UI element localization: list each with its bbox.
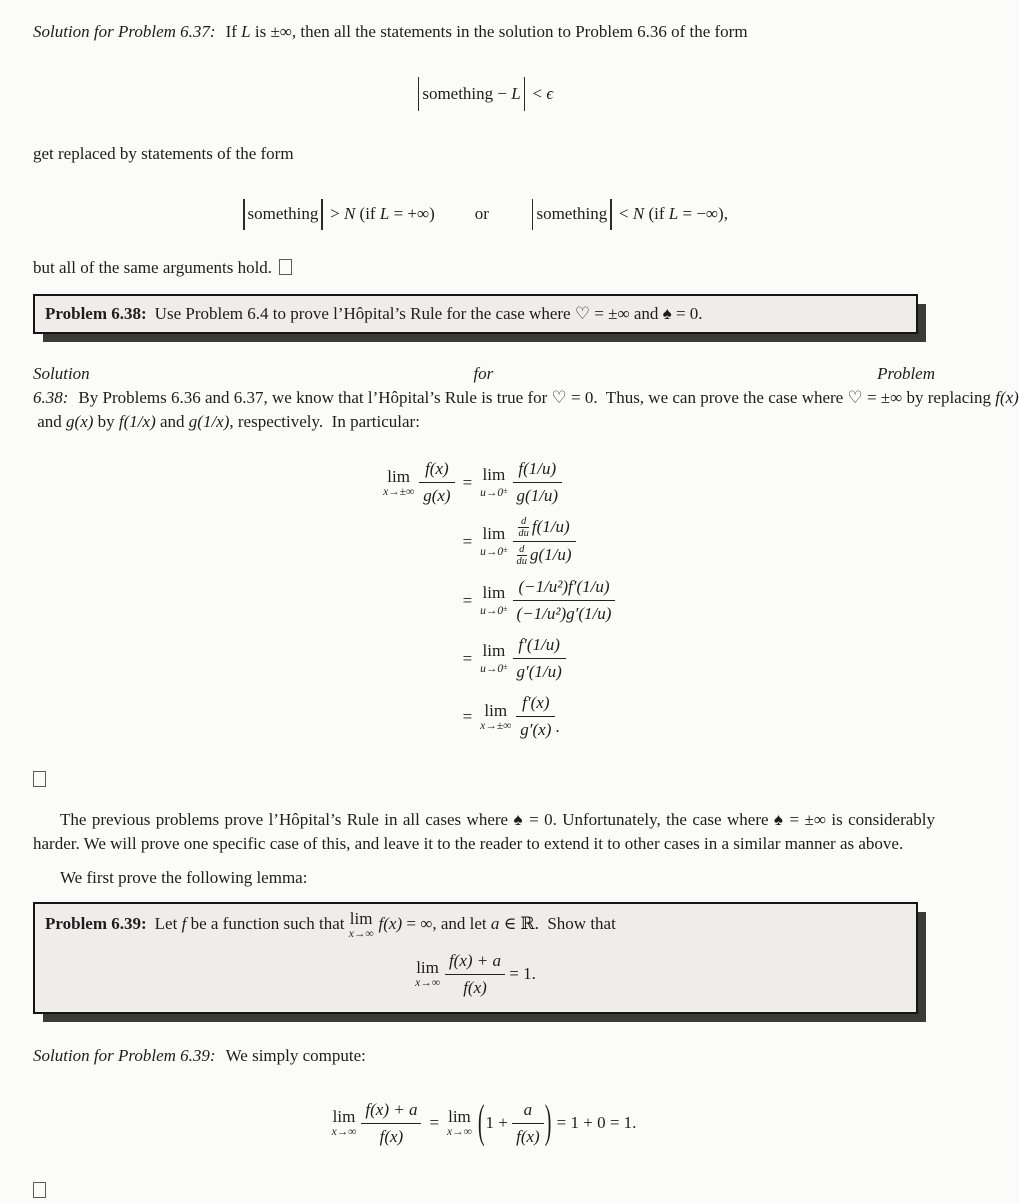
limit-operator [480,466,507,499]
math-var-L: L [241,22,251,41]
denominator [513,541,576,567]
relation: < [614,204,633,223]
lim-word: lim [482,583,506,603]
relation: < [528,84,547,103]
solution-639-label: Solution for Problem 6.39: [33,1046,216,1066]
replace-paragraph: get replaced by statements of the form [33,144,294,163]
derivative-operator [517,545,528,567]
lim-word: lim [482,524,506,544]
solution-638-label: Solution for Problem 6.38: [33,364,935,407]
limit-operator [480,525,507,558]
derivative-operator [518,517,529,539]
text-run: ∈ ℝ. Show that [499,914,616,934]
denominator: g(1/u) [513,482,563,507]
numerator: f(1/u) [518,459,557,478]
text-run: by [93,412,119,431]
fraction [516,692,555,741]
math-f1x: f(1/x) [118,412,156,431]
qed-line [33,771,935,792]
d-denominator: du [516,556,528,568]
lim-subscript: x→±∞ [383,485,415,498]
problem-638-text: Use Problem 6.4 to prove l’Hôpital’s Rule for the case where ♡ = ±∞ and ♠ = 0. [154,304,703,323]
fraction [419,458,454,507]
equation-rhs: = 1 + 0 = 1. [552,1113,637,1133]
denominator: f(x) [445,974,505,999]
vertical-bar-icon [532,199,534,230]
qed-square-icon [279,259,292,275]
close-paren: ) [544,1096,552,1148]
lim-word: lim [482,641,506,661]
equation-epsilon [33,72,935,116]
lim-word: lim [349,909,373,929]
math-var-f: f [181,914,187,934]
lim-word: lim [416,958,439,978]
text-run: If [225,22,242,41]
limit-operator [332,1108,357,1138]
text-run: (if [355,204,380,223]
qed-square-icon [33,1182,46,1198]
solution-637-label: Solution for Problem 6.37: [33,22,216,41]
problem-639-statement [45,910,906,940]
denominator: (−1/u²)g′(1/u) [513,600,616,625]
denominator: g′(1/u) [513,658,566,683]
equals-sign: = [462,472,473,492]
arguments-hold-paragraph [33,256,935,280]
lim-sub-text: u→0 [480,546,504,559]
previous-problems-paragraph: The previous problems prove l’Hôpital’s Rule in all cases where ♠ = 0. Unfortunately, the case where ♠ = ±∞ is considerably harder. We will prove one specific case of this, and leave it to the reader to extend it to other cases in a similar manner as above. [33,810,935,854]
text-run: = ∞, and let [402,914,491,934]
text-run: , respectively. In particular: [229,412,420,431]
fraction [445,950,505,999]
problem-638-box [33,294,918,334]
operand: f(1/u) [531,517,570,536]
limit-operator [480,702,511,732]
problem-638-label: Problem 6.38: [45,304,147,323]
denominator: f(x) [512,1123,544,1148]
math-var-N: N [632,204,645,223]
lemma-intro-paragraph: We first prove the following lemma: [60,868,308,888]
limit-operator [383,468,414,498]
lim-sub-sup: ± [503,604,508,614]
equals-sign: = [429,1113,440,1133]
chain-row-3 [353,576,616,625]
lim-subscript [480,544,507,558]
equation-chain [33,458,935,741]
lim-subscript: x→∞ [348,928,374,941]
equals-sign: = [462,590,473,610]
text-run: something [247,204,319,223]
d-numerator: d [521,516,527,528]
text-run: By Problems 6.36 and 6.37, we know that l’Hôpital’s Rule is true for ♡ = 0. Thus, we can prove the case where ♡ = ±∞ by replacing [78,388,996,407]
fraction [512,1099,544,1148]
lim-sub-sup: ± [503,662,508,672]
lim-subscript: x→±∞ [480,719,512,732]
problem-639-equation [45,950,906,998]
problem-639-label: Problem 6.39: [45,914,147,934]
math-var-epsilon: ϵ [546,84,554,103]
fraction [513,516,576,567]
math-fx: f(x) [995,388,1019,407]
vertical-bar-icon [610,199,612,230]
fraction [513,458,563,507]
lim-subscript: x→∞ [415,977,440,990]
denominator: f(x) [361,1123,421,1148]
text-run: something − [422,84,512,103]
vertical-bar-icon [321,199,323,230]
fraction [513,634,566,683]
chain-row-1 [353,458,616,507]
d-numerator: d [519,544,525,556]
solution-637-paragraph [33,20,935,44]
limit-operator [480,584,507,617]
text-run: (if [644,204,669,223]
numerator: f(x) [425,459,449,478]
text-run: = +∞) [389,204,435,223]
limit-operator [447,1108,472,1138]
numerator: f′(1/u) [518,635,560,655]
qed-square-icon [33,771,46,787]
text-run: is ±∞, then all the statements in the solution to Problem 6.36 of the form [250,22,748,41]
limit-operator [480,642,507,675]
chain-row-4 [353,634,616,683]
numerator: f(x) + a [365,1099,418,1119]
equation-rhs: = 1. [505,964,536,984]
open-paren: ( [477,1096,485,1148]
limit-operator [415,959,440,989]
vertical-bar-icon [243,199,245,230]
lim-word: lim [332,1107,356,1127]
solution-639-paragraph [33,1044,935,1068]
denominator: g(x) [419,482,454,507]
chain-lhs [353,458,455,507]
lim-subscript [480,603,507,617]
math-g1x: g(1/x) [188,412,230,431]
or-word: or [474,204,489,223]
lim-word: lim [387,466,410,486]
lim-sub-sup: ± [503,486,508,495]
relation: > [325,204,344,223]
lim-word: lim [448,1107,471,1127]
numerator: a [523,1099,533,1119]
lim-subscript [480,661,507,675]
math-var-N: N [343,204,356,223]
operand: g(1/u) [530,545,572,565]
numerator: f(x) + a [448,950,502,970]
equation-N-cases [33,194,935,234]
math-fx: f(x) [378,914,403,934]
lim-subscript: x→∞ [447,1126,472,1139]
denominator: g′(x) [516,716,555,741]
text-run: We simply compute: [225,1046,366,1066]
lim-sub-sup: ± [503,545,508,555]
qed-line-bottom [33,1182,935,1203]
equals-sign: = [462,531,473,551]
text-run: and [155,412,189,431]
equation-chain-rows [353,458,616,741]
lim-subscript [480,485,507,499]
text-run: 1 + [485,1113,513,1133]
text-run: = −∞), [678,204,728,223]
period: . [555,717,560,737]
chain-row-2 [353,516,616,567]
numerator [513,516,576,541]
numerator: f′(x) [522,693,550,713]
text-run: be a function such that [186,914,349,934]
limit-operator [349,910,374,940]
equals-sign: = [462,706,473,726]
lim-sub-text: u→0 [480,663,504,676]
lim-word: lim [484,700,508,720]
problem-639-box [33,902,918,1014]
text-run: and [33,412,67,431]
text-run: something [536,204,608,223]
math-var-L: L [511,84,521,103]
fraction [361,1099,421,1148]
math-var-L: L [668,204,679,223]
lim-subscript: x→∞ [331,1126,357,1139]
d-denominator: du [518,528,529,540]
lim-word: lim [482,465,506,484]
text-run: Let [154,914,182,934]
lim-sub-text: u→0 [480,487,504,499]
math-var-a: a [490,914,500,934]
text-run: but all of the same arguments hold. [33,258,273,277]
final-equation [33,1092,935,1154]
equals-sign: = [462,648,473,668]
math-gx: g(x) [66,412,94,431]
vertical-bar-icon [524,77,526,111]
vertical-bar-icon [418,77,420,111]
fraction [513,576,616,625]
lim-sub-text: u→0 [480,605,504,618]
math-var-L: L [379,204,390,223]
chain-row-5 [353,692,616,741]
numerator: (−1/u²)f′(1/u) [518,577,610,597]
solution-638-paragraph [33,362,1019,434]
